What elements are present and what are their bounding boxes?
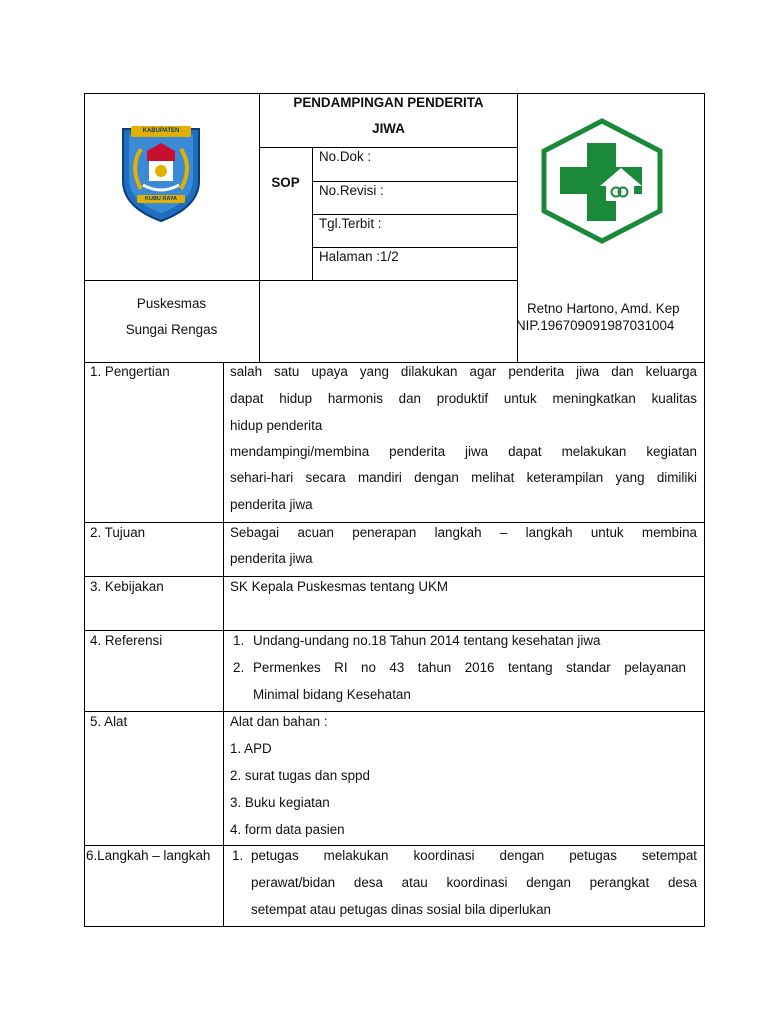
logo-top-text: KABUPATEN [142, 128, 180, 134]
tujuan-line-2: penderita jiwa [230, 551, 313, 566]
institution-line-1: Puskesmas [136, 296, 207, 311]
section-label-langkah: 6.Langkah – langkah [86, 848, 211, 863]
kabupaten-logo [119, 123, 203, 223]
alat-line-4: 3. Buku kegiatan [230, 795, 330, 810]
document-title-line-2: JIWA [372, 121, 405, 136]
kebijakan-line-1: SK Kepala Puskesmas tentang UKM [230, 579, 449, 594]
pengertian-line-1: salah satu upaya yang dilakukan agar penderita jiwa dan keluarga [230, 364, 697, 379]
logo-bottom-text: KUBU RAYA [145, 196, 177, 202]
header-section-divider [84, 362, 705, 363]
row-divider-3 [84, 630, 705, 631]
label-column-divider [223, 362, 224, 927]
row-divider-1 [84, 522, 705, 523]
puskesmas-logo-icon [541, 118, 663, 244]
alat-line-3: 2. surat tugas dan sppd [230, 768, 370, 783]
row-divider-2 [84, 576, 705, 577]
section-label-pengertian: 1. Pengertian [90, 364, 170, 379]
pengertian-line-6: penderita jiwa [230, 497, 313, 512]
field-halaman: Halaman :1/2 [319, 249, 399, 264]
langkah-item-1-line-1: petugas melakukan koordinasi dengan petugas setempat [251, 848, 697, 863]
alat-line-1: Alat dan bahan : [230, 714, 328, 729]
alat-line-2: 1. APD [230, 741, 272, 756]
section-label-referensi: 4. Referensi [90, 633, 163, 648]
table-border-right [704, 93, 705, 927]
referensi-item-2-line-1: Permenkes RI no 43 tahun 2016 tentang standar pelayanan [253, 660, 686, 675]
row-divider-5 [84, 845, 705, 846]
table-border-top [84, 93, 705, 94]
section-label-alat: 5. Alat [90, 714, 128, 729]
field-divider-1 [312, 181, 518, 182]
alat-line-5: 4. form data pasien [230, 822, 345, 837]
tujuan-line-1: Sebagai acuan penerapan langkah – langkah untuk membina [230, 525, 697, 540]
langkah-item-1-line-3: setempat atau petugas dinas sosial bila diperlukan [251, 902, 551, 917]
field-no-revisi: No.Revisi : [319, 183, 384, 198]
signatory-name: Retno Hartono, Amd. Kep [527, 301, 680, 316]
table-border-left [84, 93, 85, 927]
signatory-nip: NIP.196709091987031004 [516, 318, 675, 333]
field-divider-2 [312, 214, 518, 215]
langkah-item-1-line-2: perawat/bidan desa atau koordinasi dengan perangkat desa [251, 875, 697, 890]
title-divider [259, 147, 518, 148]
section-label-tujuan: 2. Tujuan [90, 525, 146, 540]
field-tgl-terbit: Tgl.Terbit : [319, 216, 382, 231]
institution-line-2: Sungai Rengas [125, 322, 218, 337]
referensi-item-2-line-2: Minimal bidang Kesehatan [253, 687, 411, 702]
header-bottom-divider [84, 280, 518, 281]
table-border-bottom [84, 926, 705, 927]
pengertian-line-4: mendampingi/membina penderita jiwa dapat melakukan kegiatan [230, 444, 697, 459]
sop-label: SOP [271, 175, 300, 190]
referensi-item-1-number: 1. [233, 633, 245, 648]
row-divider-4 [84, 711, 705, 712]
referensi-item-2-number: 2. [233, 660, 245, 675]
pengertian-line-2: dapat hidup harmonis dan produktif untuk meningkatkan kualitas [230, 391, 697, 406]
langkah-item-1-number: 1. [232, 848, 244, 863]
field-no-dok: No.Dok : [319, 149, 372, 164]
pengertian-line-5: sehari-hari secara mandiri dengan melihat keterampilan yang dimiliki [230, 470, 697, 485]
pengertian-line-3: hidup penderita [230, 418, 323, 433]
field-divider-3 [312, 247, 518, 248]
referensi-item-1-line-1: Undang-undang no.18 Tahun 2014 tentang kesehatan jiwa [253, 633, 601, 648]
section-label-kebijakan: 3. Kebijakan [90, 579, 164, 594]
document-title-line-1: PENDAMPINGAN PENDERITA [293, 95, 484, 110]
